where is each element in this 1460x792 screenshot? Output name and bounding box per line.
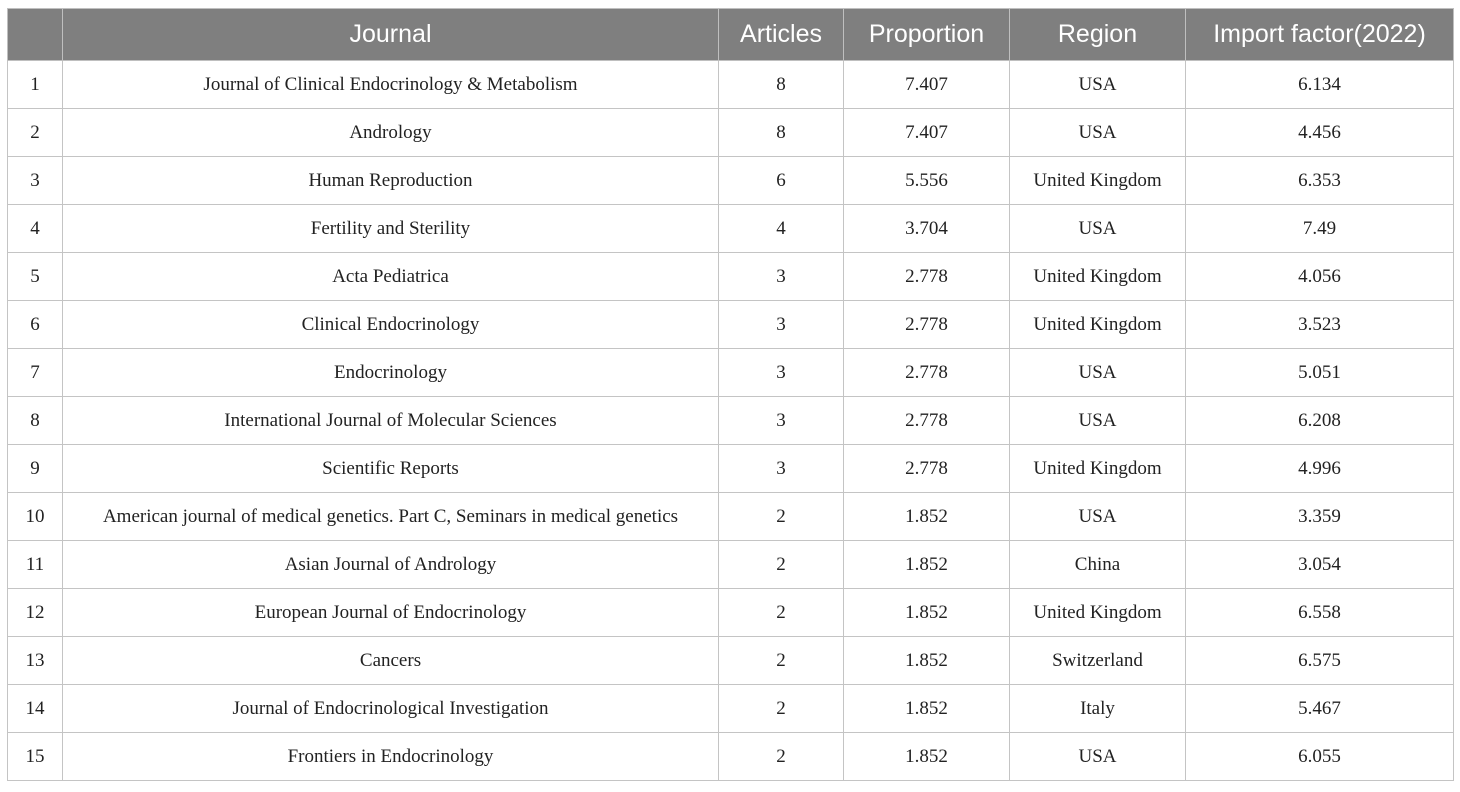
table-row <box>8 733 1454 781</box>
table-row <box>8 397 1454 445</box>
cell-region: United Kingdom <box>1010 589 1186 637</box>
cell-journal: Scientific Reports <box>63 445 719 493</box>
cell-proportion: 1.852 <box>844 685 1010 733</box>
table-row <box>8 253 1454 301</box>
cell-articles: 2 <box>719 589 844 637</box>
cell-index: 4 <box>8 205 63 253</box>
header-proportion: Proportion <box>844 9 1010 61</box>
table-row <box>8 205 1454 253</box>
table-row <box>8 301 1454 349</box>
cell-proportion: 7.407 <box>844 109 1010 157</box>
cell-articles: 8 <box>719 61 844 109</box>
cell-journal: International Journal of Molecular Sciences <box>63 397 719 445</box>
cell-impact-factor: 6.575 <box>1186 637 1454 685</box>
cell-proportion: 5.556 <box>844 157 1010 205</box>
cell-region: USA <box>1010 349 1186 397</box>
cell-articles: 2 <box>719 541 844 589</box>
cell-proportion: 1.852 <box>844 493 1010 541</box>
cell-impact-factor: 6.208 <box>1186 397 1454 445</box>
cell-impact-factor: 5.051 <box>1186 349 1454 397</box>
cell-region: Italy <box>1010 685 1186 733</box>
cell-proportion: 2.778 <box>844 301 1010 349</box>
cell-articles: 8 <box>719 109 844 157</box>
cell-journal: Frontiers in Endocrinology <box>63 733 719 781</box>
cell-region: United Kingdom <box>1010 253 1186 301</box>
cell-impact-factor: 5.467 <box>1186 685 1454 733</box>
table-row <box>8 349 1454 397</box>
journal-table-container <box>7 8 1453 781</box>
table-row <box>8 637 1454 685</box>
cell-impact-factor: 3.359 <box>1186 493 1454 541</box>
cell-journal: Clinical Endocrinology <box>63 301 719 349</box>
cell-journal: Fertility and Sterility <box>63 205 719 253</box>
cell-index: 8 <box>8 397 63 445</box>
cell-journal: Endocrinology <box>63 349 719 397</box>
cell-articles: 3 <box>719 445 844 493</box>
table-row <box>8 445 1454 493</box>
cell-proportion: 1.852 <box>844 637 1010 685</box>
cell-articles: 2 <box>719 733 844 781</box>
table-row <box>8 685 1454 733</box>
cell-journal: Journal of Endocrinological Investigation <box>63 685 719 733</box>
cell-region: United Kingdom <box>1010 445 1186 493</box>
cell-journal: European Journal of Endocrinology <box>63 589 719 637</box>
table-row <box>8 109 1454 157</box>
table-row <box>8 589 1454 637</box>
table-body <box>8 61 1454 781</box>
cell-index: 11 <box>8 541 63 589</box>
header-journal: Journal <box>63 9 719 61</box>
cell-impact-factor: 7.49 <box>1186 205 1454 253</box>
cell-impact-factor: 6.134 <box>1186 61 1454 109</box>
cell-index: 5 <box>8 253 63 301</box>
cell-index: 7 <box>8 349 63 397</box>
cell-index: 1 <box>8 61 63 109</box>
cell-region: China <box>1010 541 1186 589</box>
cell-journal: Journal of Clinical Endocrinology & Metabolism <box>63 61 719 109</box>
cell-proportion: 1.852 <box>844 589 1010 637</box>
table-header <box>8 9 1454 61</box>
cell-index: 2 <box>8 109 63 157</box>
cell-journal: Andrology <box>63 109 719 157</box>
cell-journal: Asian Journal of Andrology <box>63 541 719 589</box>
cell-proportion: 2.778 <box>844 349 1010 397</box>
cell-articles: 2 <box>719 493 844 541</box>
table-row <box>8 493 1454 541</box>
header-index <box>8 9 63 61</box>
cell-impact-factor: 4.456 <box>1186 109 1454 157</box>
cell-region: USA <box>1010 397 1186 445</box>
journal-table <box>7 8 1454 781</box>
cell-index: 12 <box>8 589 63 637</box>
cell-index: 9 <box>8 445 63 493</box>
cell-articles: 3 <box>719 301 844 349</box>
cell-impact-factor: 4.996 <box>1186 445 1454 493</box>
cell-impact-factor: 3.054 <box>1186 541 1454 589</box>
cell-proportion: 2.778 <box>844 397 1010 445</box>
table-row <box>8 157 1454 205</box>
cell-impact-factor: 6.055 <box>1186 733 1454 781</box>
table-row <box>8 61 1454 109</box>
cell-journal: American journal of medical genetics. Part C, Seminars in medical genetics <box>63 493 719 541</box>
cell-articles: 6 <box>719 157 844 205</box>
cell-impact-factor: 3.523 <box>1186 301 1454 349</box>
cell-journal: Human Reproduction <box>63 157 719 205</box>
cell-index: 10 <box>8 493 63 541</box>
cell-proportion: 2.778 <box>844 253 1010 301</box>
cell-impact-factor: 4.056 <box>1186 253 1454 301</box>
cell-articles: 2 <box>719 685 844 733</box>
cell-impact-factor: 6.558 <box>1186 589 1454 637</box>
cell-region: United Kingdom <box>1010 157 1186 205</box>
cell-region: USA <box>1010 733 1186 781</box>
cell-region: USA <box>1010 109 1186 157</box>
cell-region: USA <box>1010 205 1186 253</box>
header-impact-factor: Import factor(2022) <box>1186 9 1454 61</box>
cell-index: 13 <box>8 637 63 685</box>
header-articles: Articles <box>719 9 844 61</box>
header-region: Region <box>1010 9 1186 61</box>
cell-region: United Kingdom <box>1010 301 1186 349</box>
cell-impact-factor: 6.353 <box>1186 157 1454 205</box>
cell-journal: Cancers <box>63 637 719 685</box>
cell-index: 15 <box>8 733 63 781</box>
cell-journal: Acta Pediatrica <box>63 253 719 301</box>
header-row <box>8 9 1454 61</box>
cell-articles: 2 <box>719 637 844 685</box>
cell-proportion: 2.778 <box>844 445 1010 493</box>
cell-proportion: 3.704 <box>844 205 1010 253</box>
cell-articles: 3 <box>719 349 844 397</box>
cell-region: Switzerland <box>1010 637 1186 685</box>
cell-region: USA <box>1010 61 1186 109</box>
cell-index: 14 <box>8 685 63 733</box>
cell-proportion: 7.407 <box>844 61 1010 109</box>
cell-index: 3 <box>8 157 63 205</box>
cell-articles: 4 <box>719 205 844 253</box>
cell-articles: 3 <box>719 253 844 301</box>
cell-proportion: 1.852 <box>844 733 1010 781</box>
table-row <box>8 541 1454 589</box>
cell-articles: 3 <box>719 397 844 445</box>
cell-index: 6 <box>8 301 63 349</box>
cell-proportion: 1.852 <box>844 541 1010 589</box>
cell-region: USA <box>1010 493 1186 541</box>
